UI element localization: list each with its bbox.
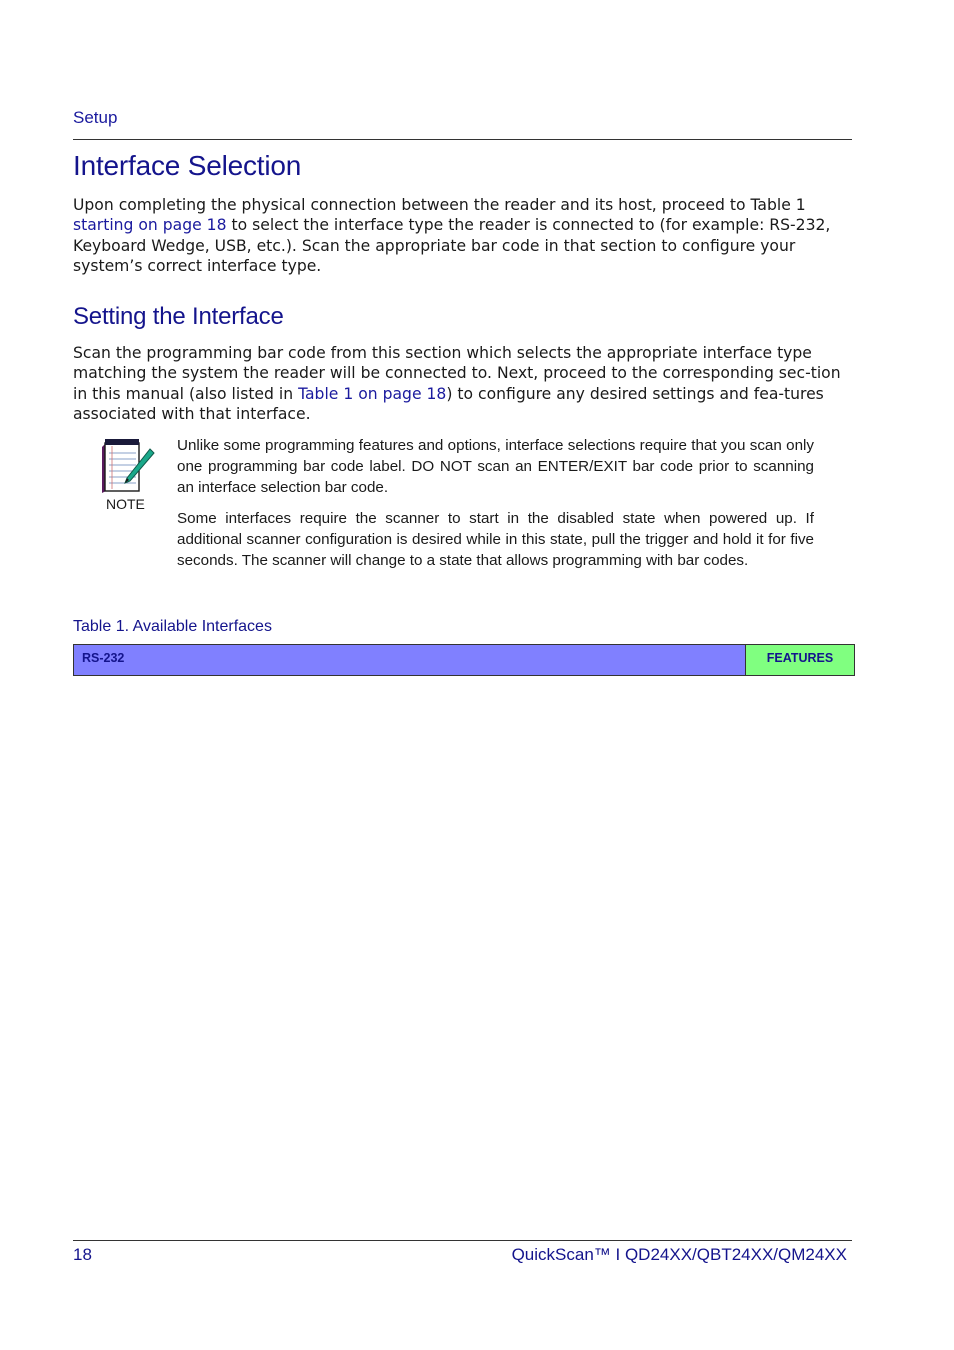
table-header-rs232: RS-232 [74, 645, 746, 675]
table-caption: Table 1. Available Interfaces [73, 618, 272, 635]
running-header: Setup [73, 108, 118, 127]
table-header-features: FEATURES [746, 645, 854, 675]
note-icon [98, 437, 158, 495]
para-text: ) to configure any desired settings and fea-tures associated with that interface. [73, 384, 824, 423]
note-label: NOTE [106, 496, 145, 512]
note-paragraph-2: Some interfaces require the scanner to start in the disabled state when powered up. If additional scanner configuration is desired while in this state, pull the trigger and hold it for five seconds. The scanner will change to a state that allows programming with bar codes. [177, 510, 814, 569]
para-text: to select the interface type the reader is connected to (for example: RS-232, Keyboard Wedge, USB, etc.). Scan the appropriate bar code in that section to configure your system’s correct interface type. [73, 216, 831, 275]
link-table-1-on-page-18[interactable]: Table 1 on page 18 [298, 384, 447, 403]
para-text: Scan the programming bar code from this section which selects the appropriate interface type matching the system the reader will be connected to. Next, proceed to the corresponding sec-tion in this manual (also listed in [73, 344, 841, 403]
note-paragraph-1: Unlike some programming features and options, interface selections require that you scan only one programming bar code label. DO NOT scan an ENTER/EXIT bar code prior to scanning an interface selection bar code. [177, 437, 814, 496]
available-interfaces-table [73, 644, 855, 676]
section-title-interface-selection: Interface Selection [73, 150, 302, 181]
section-title-setting-the-interface: Setting the Interface [73, 303, 284, 330]
header-rule [73, 139, 852, 140]
product-name: QuickScan™ I QD24XX/QBT24XX/QM24XX [511, 1245, 847, 1264]
footer-rule [73, 1240, 852, 1241]
link-starting-on-page-18[interactable]: starting on page 18 [73, 216, 227, 235]
setting-interface-paragraph [73, 343, 853, 424]
interface-selection-paragraph [73, 195, 853, 276]
page-number: 18 [73, 1245, 92, 1264]
para-text: Upon completing the physical connection between the reader and its host, proceed to Table 1 [73, 196, 806, 214]
